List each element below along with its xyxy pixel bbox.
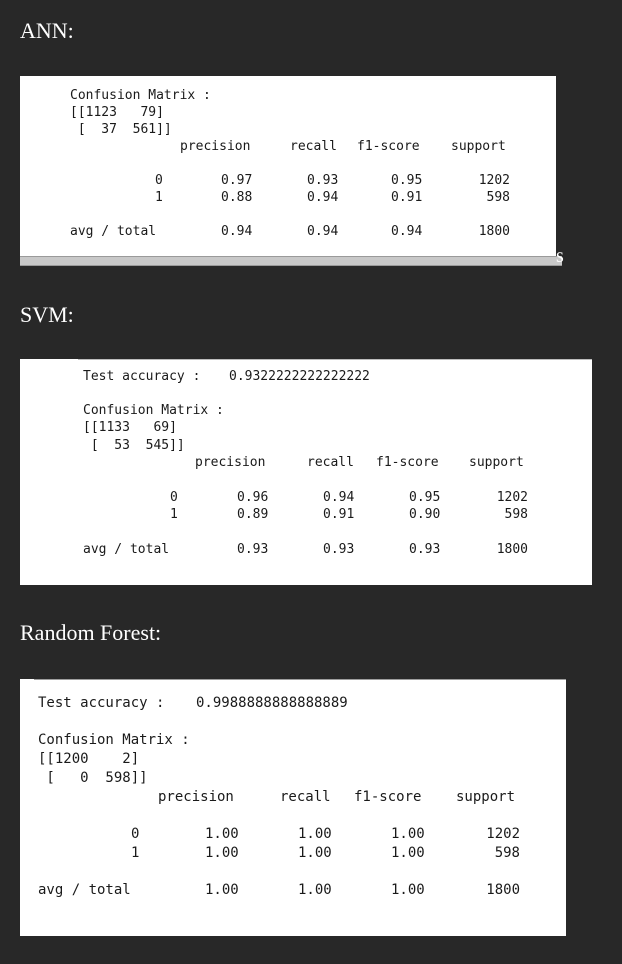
ann-header-recall: recall <box>290 139 337 154</box>
ann-header-precision: precision <box>180 139 251 154</box>
ann-avg-label: avg / total <box>70 224 157 239</box>
rf-output-panel <box>20 679 566 936</box>
ann-header-f1: f1-score <box>357 139 420 154</box>
stray-character: s <box>556 245 564 267</box>
rf-heading: Random Forest: <box>20 620 162 645</box>
svm-row-0-recall: 0.94 <box>323 490 355 505</box>
rf-header-recall: recall <box>280 789 331 805</box>
svm-header-support: support <box>469 455 524 470</box>
ann-horizontal-scrollbar[interactable] <box>20 256 562 266</box>
svm-row-1-label: 1 <box>170 507 178 522</box>
ann-row-1-f1: 0.91 <box>391 190 423 205</box>
svm-row-1-f1: 0.90 <box>409 507 441 522</box>
rf-row-1-precision: 1.00 <box>205 845 239 861</box>
ann-cm-label: Confusion Matrix : <box>70 88 211 103</box>
rf-row-0-support: 1202 <box>486 826 520 842</box>
ann-row-1-support: 598 <box>486 190 510 205</box>
svm-row-0-f1: 0.95 <box>409 490 441 505</box>
svm-cm-row-2: [ 53 545]] <box>83 438 185 453</box>
svm-test-label: Test accuracy : <box>83 369 201 384</box>
svm-avg-precision: 0.93 <box>237 542 269 557</box>
ann-row-1-recall: 0.94 <box>307 190 339 205</box>
svm-row-1-support: 598 <box>504 507 528 522</box>
ann-avg-recall: 0.94 <box>307 224 339 239</box>
rf-test-label: Test accuracy : <box>38 695 165 711</box>
svm-row-1-recall: 0.91 <box>323 507 355 522</box>
svm-avg-label: avg / total <box>83 542 170 557</box>
ann-row-1-precision: 0.88 <box>221 190 253 205</box>
rf-header-precision: precision <box>158 789 234 805</box>
ann-avg-f1: 0.94 <box>391 224 423 239</box>
rf-header-f1: f1-score <box>354 789 422 805</box>
rf-row-1-support: 598 <box>494 845 520 861</box>
ann-row-0-recall: 0.93 <box>307 173 339 188</box>
ann-row-0-support: 1202 <box>478 173 510 188</box>
ann-row-0-f1: 0.95 <box>391 173 423 188</box>
ann-row-0-label: 0 <box>155 173 163 188</box>
rf-test-value: 0.9988888888888889 <box>196 695 348 711</box>
svm-row-0-support: 1202 <box>496 490 528 505</box>
rf-row-0-label: 0 <box>131 826 140 842</box>
rf-avg-label: avg / total <box>38 882 131 898</box>
ann-cm-row-1: [[1123 79] <box>70 105 164 120</box>
rf-row-1-recall: 1.00 <box>298 845 332 861</box>
rf-row-1-label: 1 <box>131 845 140 861</box>
rf-row-0-f1: 1.00 <box>391 826 425 842</box>
rf-avg-f1: 1.00 <box>391 882 425 898</box>
svm-header-precision: precision <box>195 455 266 470</box>
ann-cm-row-2: [ 37 561]] <box>70 122 172 137</box>
rf-row-1-f1: 1.00 <box>391 845 425 861</box>
svm-output-panel <box>20 359 592 585</box>
ann-row-0-precision: 0.97 <box>221 173 253 188</box>
svm-cm-row-1: [[1133 69] <box>83 420 177 435</box>
rf-cut-edge <box>34 679 566 680</box>
rf-cm-row-1: [[1200 2] <box>38 751 140 767</box>
svm-avg-recall: 0.93 <box>323 542 355 557</box>
ann-avg-support: 1800 <box>478 224 510 239</box>
rf-row-0-recall: 1.00 <box>298 826 332 842</box>
svm-avg-f1: 0.93 <box>409 542 441 557</box>
ann-avg-precision: 0.94 <box>221 224 253 239</box>
rf-cm-label: Confusion Matrix : <box>38 732 190 748</box>
ann-heading: ANN: <box>20 18 74 43</box>
rf-row-0-precision: 1.00 <box>205 826 239 842</box>
svm-header-recall: recall <box>307 455 354 470</box>
svm-heading: SVM: <box>20 302 74 327</box>
rf-avg-precision: 1.00 <box>205 882 239 898</box>
rf-avg-support: 1800 <box>486 882 520 898</box>
ann-output-panel <box>20 76 556 256</box>
svm-test-value: 0.9322222222222222 <box>229 369 370 384</box>
svm-cut-edge <box>78 359 592 360</box>
svm-avg-support: 1800 <box>496 542 528 557</box>
ann-row-1-label: 1 <box>155 190 163 205</box>
svm-row-1-precision: 0.89 <box>237 507 269 522</box>
rf-cm-row-2: [ 0 598]] <box>38 770 148 786</box>
svm-header-f1: f1-score <box>376 455 439 470</box>
rf-header-support: support <box>456 789 516 805</box>
svm-row-0-label: 0 <box>170 490 178 505</box>
svm-cm-label: Confusion Matrix : <box>83 403 224 418</box>
svm-row-0-precision: 0.96 <box>237 490 269 505</box>
ann-header-support: support <box>451 139 506 154</box>
rf-avg-recall: 1.00 <box>298 882 332 898</box>
